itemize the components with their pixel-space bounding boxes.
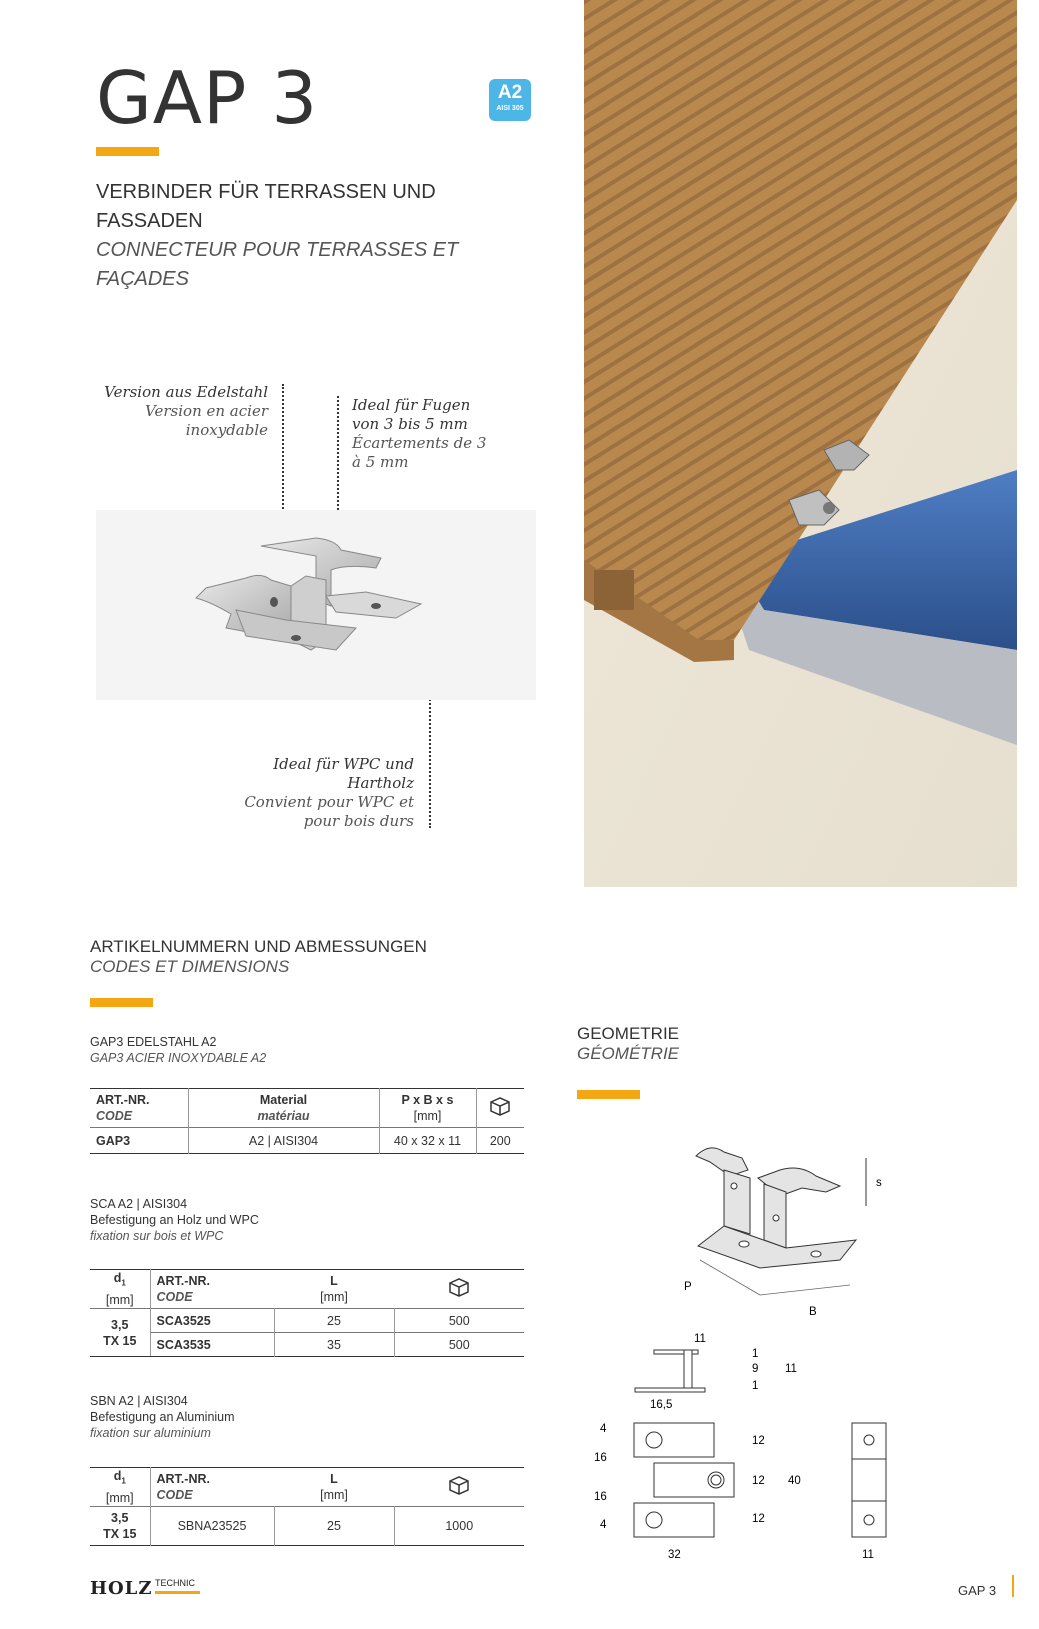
geometry-heading [577, 1024, 679, 1064]
geometry-accent-bar [577, 1090, 640, 1099]
dim-16a: 16 [594, 1452, 607, 1464]
dim-9: 9 [752, 1363, 759, 1375]
table1-cell-art: GAP3 [90, 1128, 188, 1154]
subtitle-de-line1: VERBINDER FÜR TERRASSEN UND [96, 181, 436, 203]
subtitle-de-line2: FASSADEN [96, 210, 203, 232]
table3 [90, 1467, 524, 1546]
callout-wpc-de-2: Hartholz [347, 774, 414, 792]
dim-40: 40 [788, 1475, 801, 1487]
table2-heading-fr: fixation sur bois et WPC [90, 1229, 224, 1243]
table-row [90, 1309, 524, 1333]
table2-cell-d: 3,5 TX 15 [90, 1309, 150, 1357]
callout-material-fr-1: Version en acier [145, 402, 268, 420]
table3-col-d: $d_1$ [mm] [90, 1468, 150, 1507]
table3-heading [90, 1393, 235, 1441]
callout-wpc [222, 755, 414, 831]
table-row [90, 1507, 524, 1546]
dim-12a: 12 [752, 1435, 765, 1447]
table2-cell-art: SCA3535 [150, 1333, 274, 1357]
callout-material-de: Version aus Edelstahl [104, 383, 268, 401]
callout-wpc-fr-1: Convient pour WPC et [244, 793, 414, 811]
dim-16-5: 16,5 [650, 1399, 673, 1411]
brand-logo-sub: TECHNIC [155, 1578, 195, 1588]
dim-1b: 1 [752, 1380, 759, 1392]
table3-heading-1: SBN A2 | AISI304 [90, 1394, 188, 1408]
codes-accent-bar [90, 998, 153, 1007]
side-profile-view [635, 1350, 705, 1392]
callout-wpc-leader-v [429, 680, 431, 828]
table1 [90, 1088, 524, 1154]
footer-accent-line [1012, 1575, 1014, 1597]
connector-product-image [96, 510, 536, 700]
badge-main-text: A2 [497, 82, 523, 103]
table1-col-dims: P x B x s [mm] [379, 1089, 476, 1128]
table2-cell-art: SCA3525 [150, 1309, 274, 1333]
dim-11-side: 11 [785, 1363, 797, 1375]
table2-cell-l: 25 [274, 1309, 394, 1333]
callout-wpc-de-1: Ideal für WPC und [273, 755, 414, 773]
callout-wpc-fr-2: pour bois durs [303, 812, 414, 830]
dim-12b: 12 [752, 1475, 765, 1487]
dim-12c: 12 [752, 1513, 765, 1525]
callout-gap-fr-1: Écartements de 3 [352, 434, 487, 452]
label-p: P [684, 1281, 692, 1293]
subtitle-fr-line2: FAÇADES [96, 268, 189, 290]
package-icon [394, 1468, 524, 1507]
table3-header-row [90, 1468, 524, 1507]
codes-heading [90, 937, 427, 977]
table2 [90, 1269, 524, 1357]
geometry-heading-fr: GÉOMÉTRIE [577, 1044, 680, 1063]
dim-4a: 4 [600, 1423, 607, 1435]
page-title: GAP 3 [96, 56, 319, 140]
callout-gap-de-1: Ideal für Fugen [352, 396, 471, 414]
package-icon [476, 1089, 524, 1128]
dim-4b: 4 [600, 1519, 607, 1531]
table3-cell-qty: 1000 [445, 1519, 474, 1533]
subtitle-fr-line1: CONNECTEUR POUR TERRASSES ET [96, 239, 459, 261]
table1-heading-fr: GAP3 ACIER INOXYDABLE A2 [90, 1051, 267, 1065]
table1-col-material: Material matériau [188, 1089, 379, 1128]
table3-col-l: L [mm] [320, 1472, 348, 1502]
table2-header-row [90, 1270, 524, 1309]
table3-col-art: ART.-NR. CODE [156, 1472, 210, 1502]
table-row [90, 1128, 524, 1154]
dim-line-b [760, 1285, 850, 1295]
table2-cell-l: 35 [274, 1333, 394, 1357]
table3-cell-l: 25 [274, 1507, 394, 1546]
callout-gap-de-2: von 3 bis 5 mm [352, 415, 468, 433]
brand-accent [155, 1591, 200, 1594]
callout-material-fr-2: inoxydable [185, 421, 268, 439]
table-row [90, 1333, 524, 1357]
table2-col-d: $d_1$ [mm] [90, 1270, 150, 1309]
table1-col-art: ART.-NR. CODE [90, 1089, 188, 1128]
table1-cell-material: A2 | AISI304 [188, 1128, 379, 1154]
brand-logo: HOLZ [90, 1578, 153, 1599]
page-footer-label: GAP 3 [958, 1583, 997, 1598]
geometry-drawing [594, 1130, 940, 1561]
table1-cell-dims: 40 x 32 x 11 [379, 1128, 476, 1154]
dim-32: 32 [668, 1549, 681, 1561]
deck-installation-photo [584, 0, 1017, 887]
callout-gap [352, 396, 542, 472]
table3-heading-2: Befestigung an Aluminium [90, 1410, 235, 1424]
table2-col-l: L [mm] [320, 1274, 348, 1304]
table2-cell-qty: 500 [448, 1313, 470, 1328]
badge-sub-text: AISI 305 [496, 105, 524, 112]
table1-heading-de: GAP3 EDELSTAHL A2 [90, 1035, 217, 1049]
table3-heading-fr: fixation sur aluminium [90, 1426, 211, 1440]
callout-gap-fr-2: à 5 mm [352, 453, 409, 471]
table1-header-row [90, 1089, 524, 1128]
dim-16b: 16 [594, 1491, 607, 1503]
dim-11-top: 11 [694, 1333, 706, 1345]
title-accent-bar [96, 147, 159, 156]
table1-heading [90, 1034, 266, 1066]
top-view [634, 1423, 734, 1537]
dim-1a: 1 [752, 1348, 759, 1360]
table2-heading [90, 1196, 259, 1244]
callout-material [96, 383, 268, 440]
callout-material-leader [282, 384, 284, 528]
label-b: B [809, 1306, 817, 1318]
codes-heading-fr: CODES ET DIMENSIONS [90, 957, 290, 976]
table2-heading-1: SCA A2 | AISI304 [90, 1197, 188, 1211]
table2-col-art: ART.-NR. CODE [156, 1274, 210, 1304]
isometric-view [696, 1148, 856, 1268]
subtitle [96, 178, 496, 294]
codes-heading-de: ARTIKELNUMMERN UND ABMESSUNGEN [90, 937, 427, 956]
end-view [852, 1423, 886, 1537]
dim-11-bottom: 11 [862, 1549, 874, 1561]
table3-cell-d: 3,5 TX 15 [90, 1507, 150, 1546]
table2-heading-2: Befestigung an Holz und WPC [90, 1213, 259, 1227]
table1-cell-qty: 200 [489, 1133, 511, 1148]
label-s: s [876, 1177, 882, 1189]
material-badge [489, 79, 531, 121]
geometry-heading-de: GEOMETRIE [577, 1024, 680, 1043]
table3-cell-art: SBNA23525 [150, 1507, 274, 1546]
table2-cell-qty: 500 [448, 1337, 470, 1352]
package-icon [394, 1270, 524, 1309]
